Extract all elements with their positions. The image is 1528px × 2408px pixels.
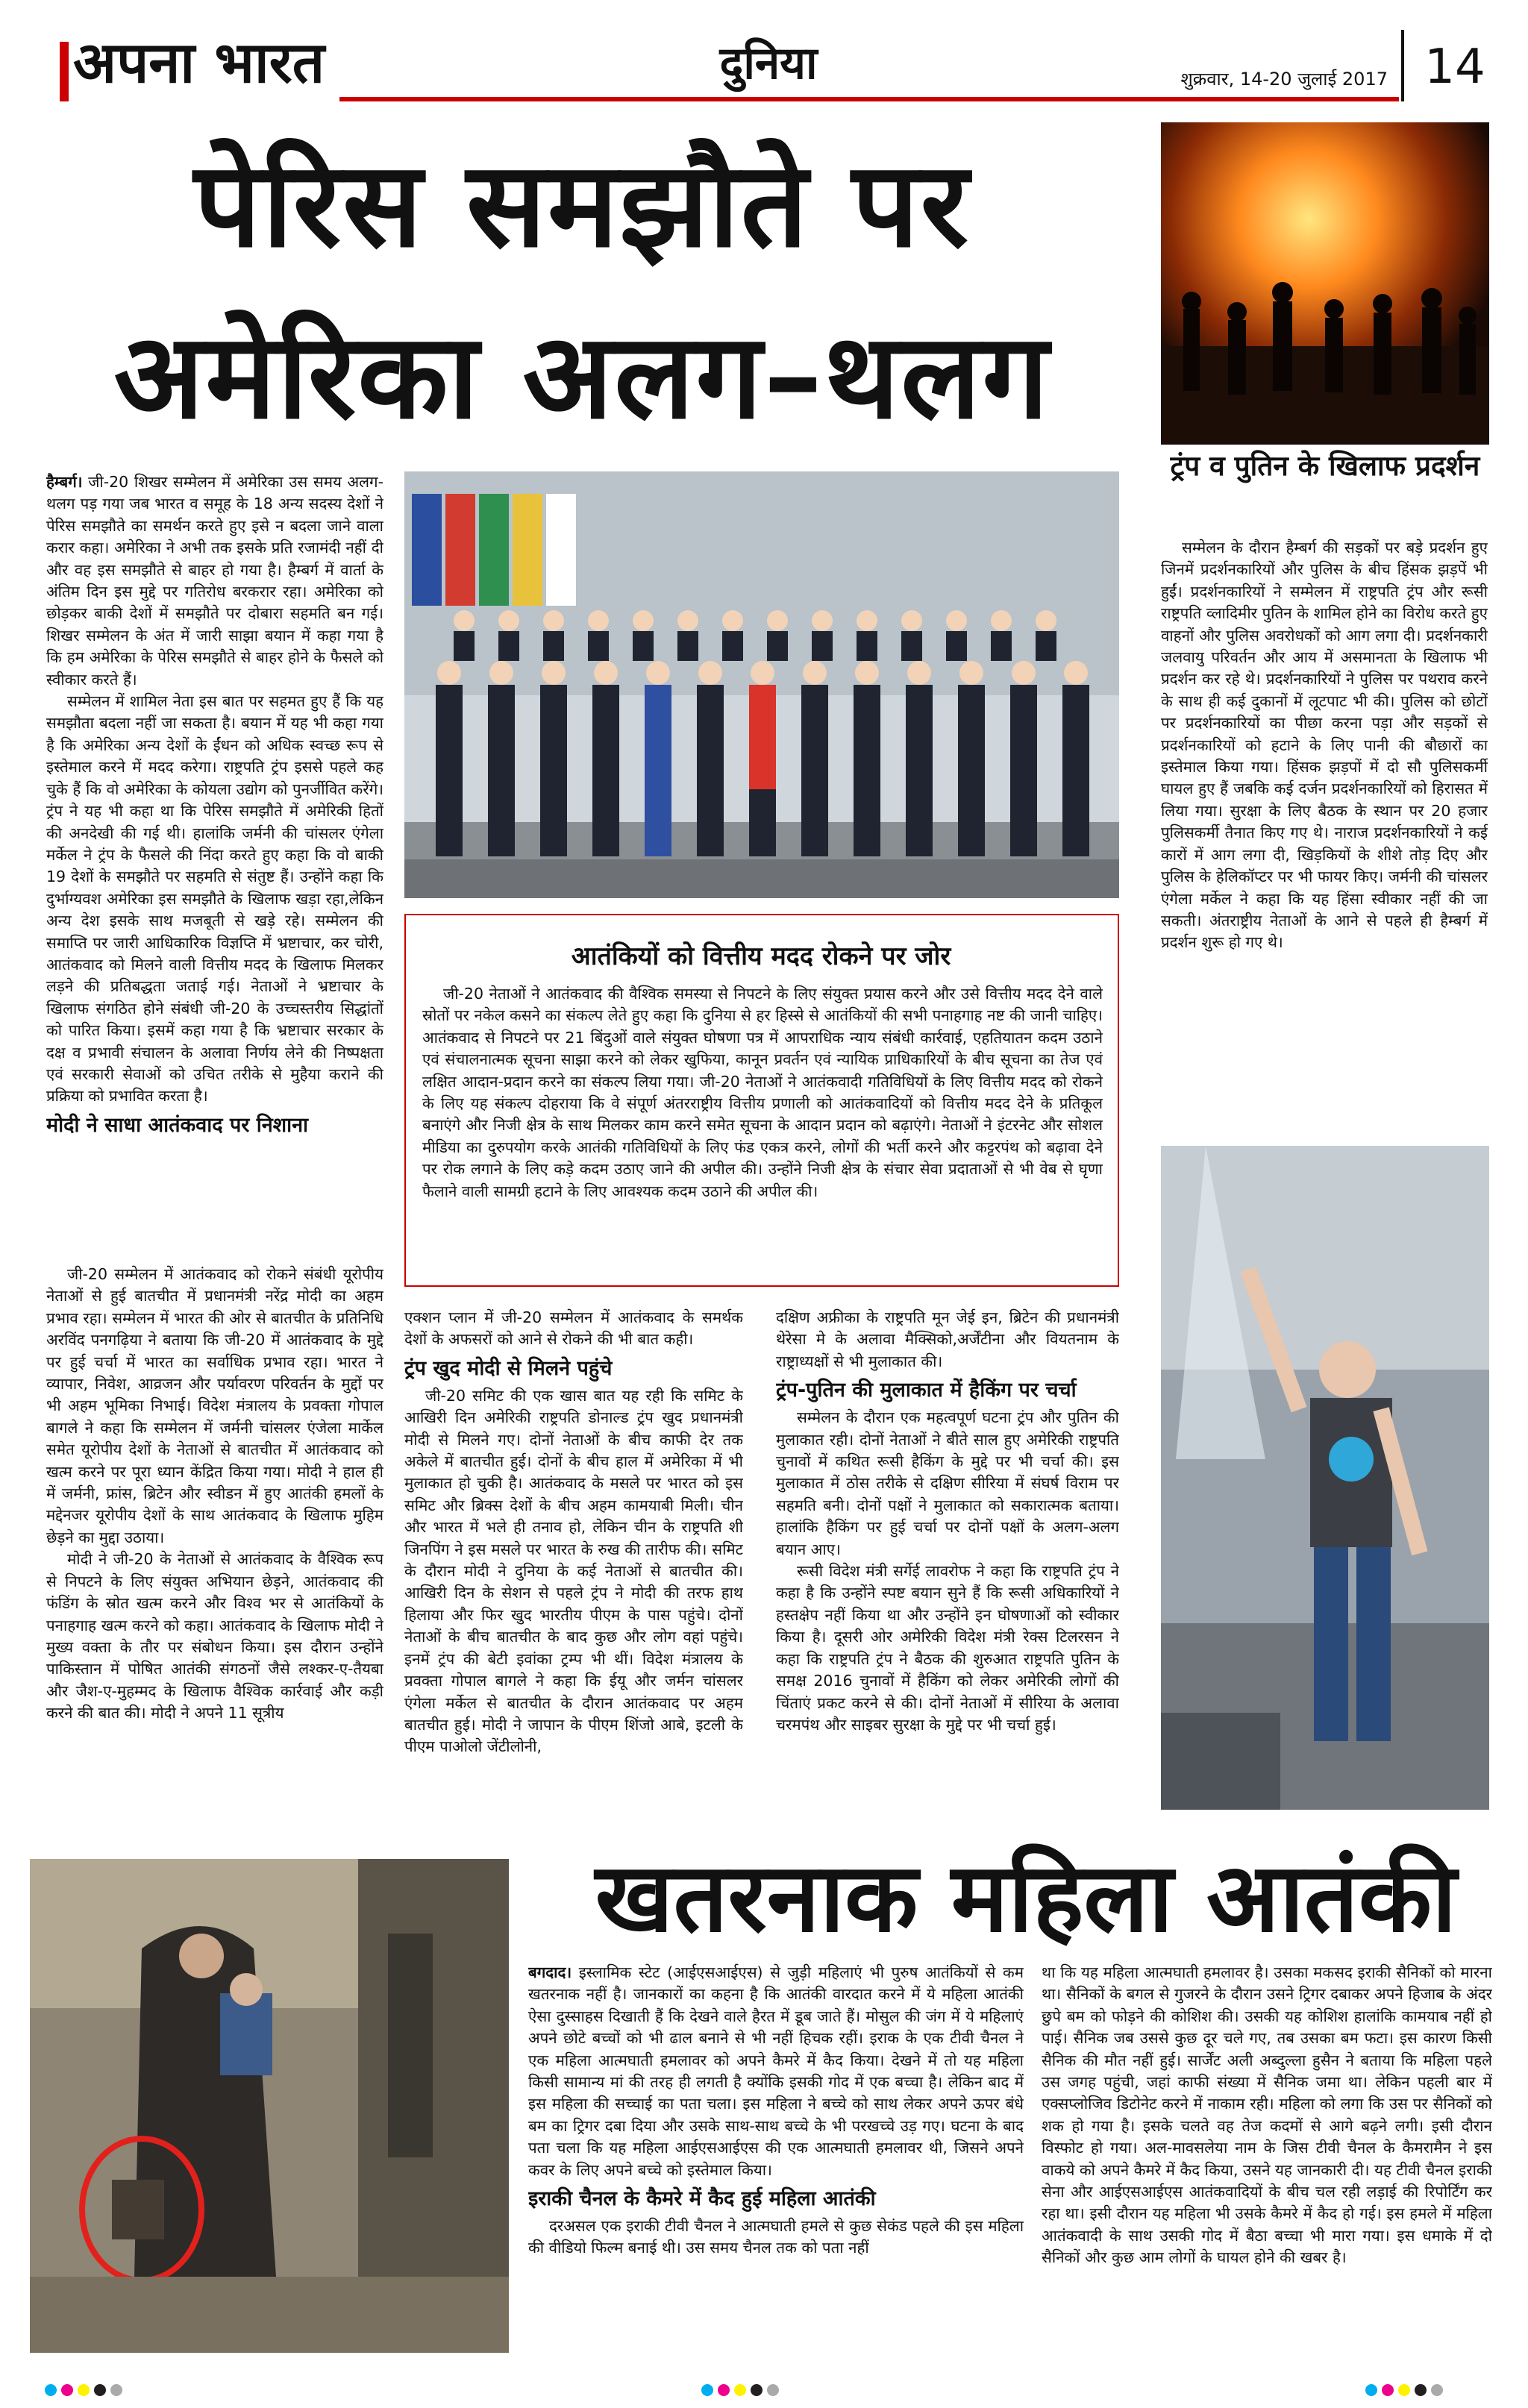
lead-column-3 — [776, 1307, 1119, 1808]
logo-red-bar — [60, 42, 69, 101]
protester-photo — [1161, 1146, 1489, 1810]
female-terrorist-headline: खतरनाक महिला आतंकी — [595, 1843, 1457, 1954]
registration-dot — [1415, 2384, 1427, 2396]
female-terrorist-paragraph-1 — [528, 1962, 1024, 2181]
protest-title: ट्रंप व पुतिन के खिलाफ प्रदर्शन — [1170, 450, 1480, 482]
subhead-putin: ट्रंप-पुतिन की मुलाकात में हैकिंग पर चर्चा — [776, 1379, 1077, 1402]
protest-fire-illustration — [1161, 122, 1489, 445]
lead-headline — [22, 119, 1142, 463]
registration-dot — [701, 2384, 713, 2396]
lead-dateline: हैम्बर्ग। — [46, 473, 83, 491]
lead-column-1-lower — [46, 1264, 383, 1808]
subhead-trump: ट्रंप खुद मोदी से मिलने पहुंचे — [404, 1356, 613, 1380]
lead-paragraph-4: मोदी ने जी-20 के नेताओं से आतंकवाद के वैश्विक रूप से निपटने के लिए संयुक्त अभियान छेड़ने, आतंकवाद की फंडिंग के स्रोत खत्म करने और विश्व भर से आतंकियों के पनाहगाह खत्म करने को कहा। आतंकवाद के खिलाफ मोदी ने मुख्य वक्ता के तौर पर संबोधन किया। इस दौरान उन्होंने पाकिस्तान में पोषित आतंकी संगठनों जैसे लश्कर-ए-तैयबा और जैश-ए-मुहम्मद के खिलाफ वैश्विक कार्रवाई और कड़ी करने की बात की। मोदी ने अपने 11 सूत्रीय — [46, 1550, 383, 1722]
subhead-modi: मोदी ने साधा आतंकवाद पर निशाना — [46, 1113, 309, 1137]
female-terrorist-photo — [30, 1859, 509, 2353]
lead-column-2 — [404, 1307, 743, 1808]
masthead-divider — [1401, 30, 1404, 101]
lead-headline-line1: पेरिस समझौते पर — [193, 137, 971, 274]
registration-dot — [45, 2384, 57, 2396]
lead-paragraph-1 — [46, 471, 383, 691]
female-terrorist-column-1 — [528, 1962, 1024, 2357]
lead-p1-text: जी-20 शिखर सम्मेलन में अमेरिका उस समय अलग-थलग पड़ गया जब भारत व समूह के 18 अन्य सदस्य देशों ने पेरिस समझौते का समर्थन करते हुए इसे न बदला जाने वाला करार कहा। अमेरिका ने अभी तक इसके प्रति रजामंदी नहीं दी और वह इस समझौते से बाहर हो गया है। हैम्बर्ग में वार्ता के अंतिम दिन इस मुद्दे पर गतिरोध बरकरार रहा। अमेरिका को छोड़कर बाकी देशों में समझौते पर दोबारा सहमति बन गई। शिखर सम्मेलन के अंत में जारी साझा बयान में कहा गया है कि हम अमेरिका के पेरिस समझौते से बाहर होने के फैसले को स्वीकार करते हैं। — [46, 473, 383, 689]
page-number: 14 — [1424, 40, 1485, 95]
registration-dot — [1365, 2384, 1377, 2396]
registration-marks-right — [1365, 2384, 1485, 2399]
registration-marks-left — [45, 2384, 164, 2399]
registration-dot — [78, 2384, 90, 2396]
registration-dot — [94, 2384, 106, 2396]
lead-paragraph-3: जी-20 सम्मेलन में आतंकवाद को रोकने संबंधी यूरोपीय नेताओं से हुई बातचीत में प्रधानमंत्री नरेंद्र मोदी का अहम प्रभाव रहा। सम्मेलन में भारत की ओर से बातचीत के प्रतिनिधि अरविंद पनगढ़िया ने बताया कि जी-20 में आतंकवाद के मुद्दे पर हुई चर्चा में भारत का सर्वाधिक प्रभाव रहा। भारत ने व्यापार, निवेश, आव्रजन और पर्यावरण परिवर्तन के मुद्दों पर भी अहम भूमिका निभाई। विदेश मंत्रालय के प्रवक्ता गोपाल बागले ने कहा कि सम्मेलन में जर्मनी चांसलर एंजेला मार्केल समेत यूरोपीय देशों के नेताओं से बातचीत में आतंकवाद को खत्म करने पर पूरा ध्यान केंद्रित किया गया। मोदी ने हाल ही में जर्मनी, फ्रांस, ब्रिटेन और स्वीडन में हुए आतंकी हमलों के मद्देनजर यूरोपीय देशों के साथ आतंकवाद के खिलाफ मुहिम छेड़ने का मुद्दा उठाया। — [46, 1265, 383, 1546]
newspaper-logo — [52, 25, 358, 100]
terror-finance-paragraph: जी-20 नेताओं ने आतंकवाद की वैश्विक समस्या से निपटने के लिए संयुक्त प्रयास करने और उसे वित्तीय मदद देने वाले स्रोतों पर नकेल कसने का संकल्प लेते हुए कहा कि दुनिया से हर हिस्से से आतंकियों की सभी पनाहगाह नष्ट की जानी चाहिए। आतंकवाद से निपटने पर 21 बिंदुओं वाले संयुक्त घोषणा पत्र में आपराधिक न्याय संबंधी कार्रवाई, एहतियातन कदम उठाने एवं संचालनात्मक सूचना साझा करने को लेकर खुफिया, कानून प्रवर्तन एवं न्यायिक प्राधिकारियों के बीच सूचना का तेज एवं लक्षित आदान-प्रदान करने का संकल्प लिया गया। जी-20 नेताओं ने आतंकवादी गतिविधियों के लिए वित्तीय मदद को रोकने के लिए यह संकल्प दोहराया कि वे संपूर्ण अंतरराष्ट्रीय वित्तीय प्रणाली को आतंकवादियों को वित्तीय मदद देने के प्रतिकूल बनाएंगे और निजी क्षेत्र के साथ मिलकर काम करने समेत सूचना के आदान प्रदान को बढ़ाएंगे। नेताओं ने इंटरनेट और सोशल मीडिया का दुरुपयोग करके आतंकी गतिविधियों के लिए फंड एकत्र करने, लोगों की भर्ती करने और कट्टरपंथ को बढ़ावा देने पर रोक लगाने के लिए कड़े कदम उठाए जाने की अपील की। उन्होंने निजी क्षेत्र के संचार सेवा प्रदाताओं से भी वेब से घृणा फैलाने वाली सामग्री हटाने के लिए आवश्यक कदम उठाने की अपील की। — [422, 985, 1103, 1200]
registration-dot — [1398, 2384, 1410, 2396]
lead-col3-paragraph-2: सम्मेलन के दौरान एक महत्वपूर्ण घटना ट्रंप और पुतिन की मुलाकात रही। दोनों नेताओं ने बीते साल हुए अमेरिकी राष्ट्रपति चुनावों में कथित रूसी हैकिंग के मुद्दे पर भी चर्चा की। इस मुलाकात में ठोस तरीके से दक्षिण सीरिया में संघर्ष विराम पर सहमति बनी। दोनों पक्षों ने मुलाकात को सकारात्मक बताया। हालांकि हैकिंग पर हुई चर्चा पर दोनों पक्षों के अलग-अलग बयान आए। — [776, 1408, 1119, 1558]
logo-text: अपना भारत — [73, 29, 325, 95]
female-terrorist-column-2 — [1042, 1962, 1492, 2357]
registration-dot — [718, 2384, 730, 2396]
g20-leaders-illustration — [404, 471, 1119, 898]
female-terrorist-paragraph-2: दरअसल एक इराकी टीवी चैनल ने आत्मघाती हमले से कुछ सेकंड पहले की इस महिला की वीडियो फिल्म बनाई थी। उस समय चैनल तक को पता नहीं — [528, 2217, 1024, 2257]
lead-col3-paragraph-3: रूसी विदेश मंत्री सर्गेई लावरोफ ने कहा कि राष्ट्रपति ट्रंप ने कहा है कि उन्होंने स्पष्ट बयान सुने हैं कि रूसी अधिकारियों ने हस्तक्षेप नहीं किया था और उन्होंने इन घोषणाओं को स्वीकार किया है। दूसरी ओर अमेरिकी विदेश मंत्री रेक्स टिलरसन ने कहा कि राष्ट्रपति ट्रंप ने बैठक की शुरुआत राष्ट्रपति पुतिन के समक्ष 2016 चुनावों में हैकिंग को लेकर अमेरिकी लोगों की चिंताएं प्रकट करने से की। दोनों नेताओं में सीरिया के अलावा चरमपंथ और साइबर सुरक्षा के मुद्दे पर भी चर्चा हुई। — [776, 1562, 1119, 1734]
protest-paragraph: सम्मेलन के दौरान हैम्बर्ग की सड़कों पर बड़े प्रदर्शन हुए जिनमें प्रदर्शनकारियों और पुलिस के बीच हिंसक झड़पें भी हुईं। प्रदर्शनकारियों ने सम्मेलन में राष्ट्रपति ट्रंप और रूसी राष्ट्रपति व्लादिमीर पुतिन के शामिल होने का विरोध करते हुए वाहनों और पुलिस अवरोधकों को आग लगा दी। प्रदर्शनकारी जलवायु परिवर्तन और आय में असमानता के खिलाफ भी प्रदर्शन कर रहे थे। प्रदर्शनकारियों ने पुलिस पर पथराव करने के साथ ही कई दुकानों में लूटपाट भी की। पुलिस को छोटों पर प्रदर्शनकारियों का पीछा करना पड़ा और सड़कों से प्रदर्शनकारियों को हटाने के लिए पानी की बौछारों का इस्तेमाल किया गया। हिंसक झड़पों में दो सौ पुलिसकर्मी घायल हुए हैं जबकि कई दर्जन प्रदर्शनकारियों को हिरासत में लिया गया। सुरक्षा के लिए बैठक के स्थान पर 20 हजार पुलिसकर्मी तैनात किए गए थे। नाराज प्रदर्शनकारियों ने कई कारों में आग लगा दी, खिड़कियों के शीशे तोड़ दिए और पुलिस के हेलिकॉप्टर पर भी फायर किए। जर्मनी की चांसलर एंगेला मर्केल ने कहा कि यह हिंसा स्वीकार नहीं की जा सकती। अंतराष्ट्रीय नेताओं के आने से पहले ही हैम्बर्ग में प्रदर्शन शुरू हो गए थे। — [1161, 539, 1488, 952]
female-terrorist-paragraph-3: था कि यह महिला आत्मघाती हमलावर है। उसका मकसद इराकी सैनिकों को मारना था। सैनिकों के बगल से गुजरने के दौरान उसने ट्रिगर दबाकर अपने हिजाब के अंदर छुपे बम को फोड़ने की कोशिश की। उसकी यह कोशिश हालांकि कामयाब नहीं हो पाई। सैनिक जब उससे कुछ दूर चले गए, तब उसका बम फटा। इस कारण किसी सैनिक की मौत नहीं हुई। सार्जेंट अली अब्दुल्ला हुसैन ने बताया कि महिला पहले उस जगह पहुंची, जहां काफी संख्या में सैनिक जमा था। लेकिन पहली बार में एक्सप्लोजिव डिटोनेट करने में नाकाम रही। महिला को लगा कि उस पर सैनिकों को शक हो गया है। इसके चलते वह तेज कदमों से आगे बढ़ने लगी। इसी दौरान विस्फोट हो गया। अल-मावसलेया नाम के जिस टीवी चैनल के कैमरामैन ने इस वाकये को अपने कैमरे में कैद किया, उसने यह जानकारी दी। यह टीवी चैनल इराकी सेना और आईएसआईएस आतंकवादियों के बीच चल रही लड़ाई की रिपोर्टिंग कर रहा था। इसी दौरान यह महिला भी उसके कैमरे में कैद हो गई। इस हमले में महिला आतंकवादी के साथ उसकी गोद में बैठा बच्चा भी मारा गया। इस धमाके में दो सैनिकों और कुछ आम लोगों के घायल होने की खबर है। — [1042, 1963, 1492, 2267]
registration-dot — [110, 2384, 122, 2396]
registration-dot — [734, 2384, 746, 2396]
registration-dot — [1382, 2384, 1394, 2396]
protester-illustration — [1161, 1146, 1489, 1810]
protest-fire-photo — [1161, 122, 1489, 445]
protest-column — [1161, 537, 1488, 1146]
female-terrorist-illustration — [30, 1859, 509, 2353]
female-terrorist-subhead: इराकी चैनल के कैमरे में कैद हुई महिला आतंकी — [528, 2187, 876, 2211]
section-name: दुनिया — [719, 37, 818, 90]
female-terrorist-dateline: बगदाद। — [528, 1963, 572, 1981]
registration-dot — [61, 2384, 73, 2396]
issue-date: शुक्रवार, 14-20 जुलाई 2017 — [1180, 69, 1388, 90]
lead-col3-paragraph-1: दक्षिण अफ्रीका के राष्ट्रपति मून जेई इन, ब्रिटेन की प्रधानमंत्री थेरेसा मे के अलावा मैक्सिको,अर्जेंटीना और वियतनाम के राष्ट्राध्यक्षों से भी मुलाकात की। — [776, 1308, 1119, 1370]
female-terrorist-p1-text: इस्लामिक स्टेट (आईएसआईएस) से जुड़ी महिलाएं भी पुरुष आतंकियों से कम खतरनाक नहीं है। जानकारों का कहना है कि आतंकी वारदात करने में ये महिला आतंकी ऐसा दुस्साहस दिखाती हैं कि देखने वाले हैरत में डूब जाते हैं। मोसुल की जंग में ये महिलाएं अपने छोटे बच्चों को भी ढाल बनाने से भी नहीं हिचक रहीं। इराक के एक टीवी चैनल ने एक महिला आत्मघाती हमलावर को अपने कैमरे में कैद किया। देखने में तो यह महिला किसी सामान्य मां की तरह ही लगती है क्योंकि इसकी गोद में एक बच्चा है। लेकिन बाद में इस महिला की सच्चाई का पता चला। इस महिला ने बच्चे को साथ लेकर अपने ऊपर बंधे बम का ट्रिगर दबा दिया और उसके साथ-साथ बच्चे के भी परखच्चे उड़ गए। घटना के बाद पता चला कि यह महिला आईएसआईएस की एक आत्मघाती हमलावर थी, जिसने अपने कवर के लिए अपने बच्चे को इस्तेमाल किया। — [528, 1963, 1024, 2179]
lead-col2-paragraph-2: जी-20 समिट की एक खास बात यह रही कि समिट के आखिरी दिन अमेरिकी राष्ट्रपति डोनाल्ड ट्रंप खुद प्रधानमंत्री मोदी से मिलने गए। दोनों नेताओं के बीच काफी देर तक अकेले में बातचीत हुई। दोनों के बीच हाल में अमेरिका में भी मुलाकात हो चुकी है। आतंकवाद के मसले पर भारत को इस समिट और ब्रिक्स देशों के बीच अहम कामयाबी मिली। चीन और भारत में भले ही तनाव हो, लेकिन चीन के राष्ट्रपति शी जिनपिंग ने इस मसले पर भारत के रुख की तारीफ की। समिट के दौरान मोदी ने दुनिया के कई नेताओं से बातचीत की। आखिरी दिन के सेशन से पहले ट्रंप ने मोदी की तरफ हाथ हिलाया और फिर खुद भारतीय पीएम के पास पहुंचे। दोनों नेताओं के बीच बातचीत के बाद कुछ और लोग वहां पहुंचे। इनमें ट्रंप की बेटी इवांका ट्रम्प भी थीं। विदेश मंत्रालय के प्रवक्ता गोपाल बागले ने कहा कि ईयू और जर्मन चांसलर एंगेला मर्केल से बातचीत के दौरान आतंकवाद पर अहम बातचीत हुई। मोदी ने जापान के पीएम शिंजो आबे, इटली के पीएम पाओलो जेंटीलोनी, — [404, 1386, 743, 1756]
registration-dot — [767, 2384, 779, 2396]
registration-dot — [1431, 2384, 1443, 2396]
lead-headline-line2: अमेरिका अलग–थलग — [113, 308, 1050, 445]
registration-dot — [751, 2384, 763, 2396]
lead-column-1 — [46, 471, 383, 1264]
masthead-rule — [339, 97, 1399, 101]
terror-finance-body — [422, 983, 1103, 1273]
registration-marks-center — [701, 2384, 821, 2399]
lead-col2-paragraph-1: एक्शन प्लान में जी-20 सम्मेलन में आतंकवाद के समर्थक देशों के अफसरों को आने से रोकने की भी बात कही। — [404, 1308, 743, 1349]
terror-finance-title: आतंकियों को वित्तीय मदद रोकने पर जोर — [571, 941, 951, 971]
g20-group-photo — [404, 471, 1119, 898]
lead-paragraph-2: सम्मेलन में शामिल नेता इस बात पर सहमत हुए हैं कि यह समझौता बदला नहीं जा सकता है। बयान में यह भी कहा गया है कि अमेरिका अन्य देशों के ईंधन को अधिक स्वच्छ रूप से इस्तेमाल करने में मदद करेगा। राष्ट्रपति ट्रंप इससे पहले कह चुके हैं कि वो अमेरिका के कोयला उद्योग को पुनर्जीवित करेंगे। ट्रंप ने यह भी कहा था कि पेरिस समझौते में अमेरिकी हितों की अनदेखी की गई थी। हालांकि जर्मनी की चांसलर एंगेला मर्केल ने ट्रंप के फैसले की निंदा करते हुए कहा कि वो बाकी 19 देशों के समझौते पर सहमति से संतुष्ट हैं। उन्होंने कहा कि दुर्भाग्यवश अमेरिका इस समझौते के खिलाफ खड़ा रहा,लेकिन अन्य देश इसके साथ मजबूती से खड़े रहे। सम्मेलन की समाप्ति पर जारी आधिकारिक विज्ञप्ति में भ्रष्टाचार, कर चोरी, आतंकवाद को मिलने वाली वित्तीय मदद के खिलाफ मिलकर लड़ने की प्रतिबद्धता जताई गई। नेताओं ने भ्रष्टाचार के खिलाफ संगठित होने संबंधी जी-20 के उच्चस्तरीय सिद्धांतों को पारित किया। इसमें कहा गया है कि भ्रष्टाचार सरकार के दक्ष व प्रभावी संचालन के अलावा निर्णय लेने की निष्पक्षता एवं सरकारी सेवाओं को उचित तरीके से मुहैया कराने की प्रक्रिया को प्रभावित करता है। — [46, 692, 383, 1106]
